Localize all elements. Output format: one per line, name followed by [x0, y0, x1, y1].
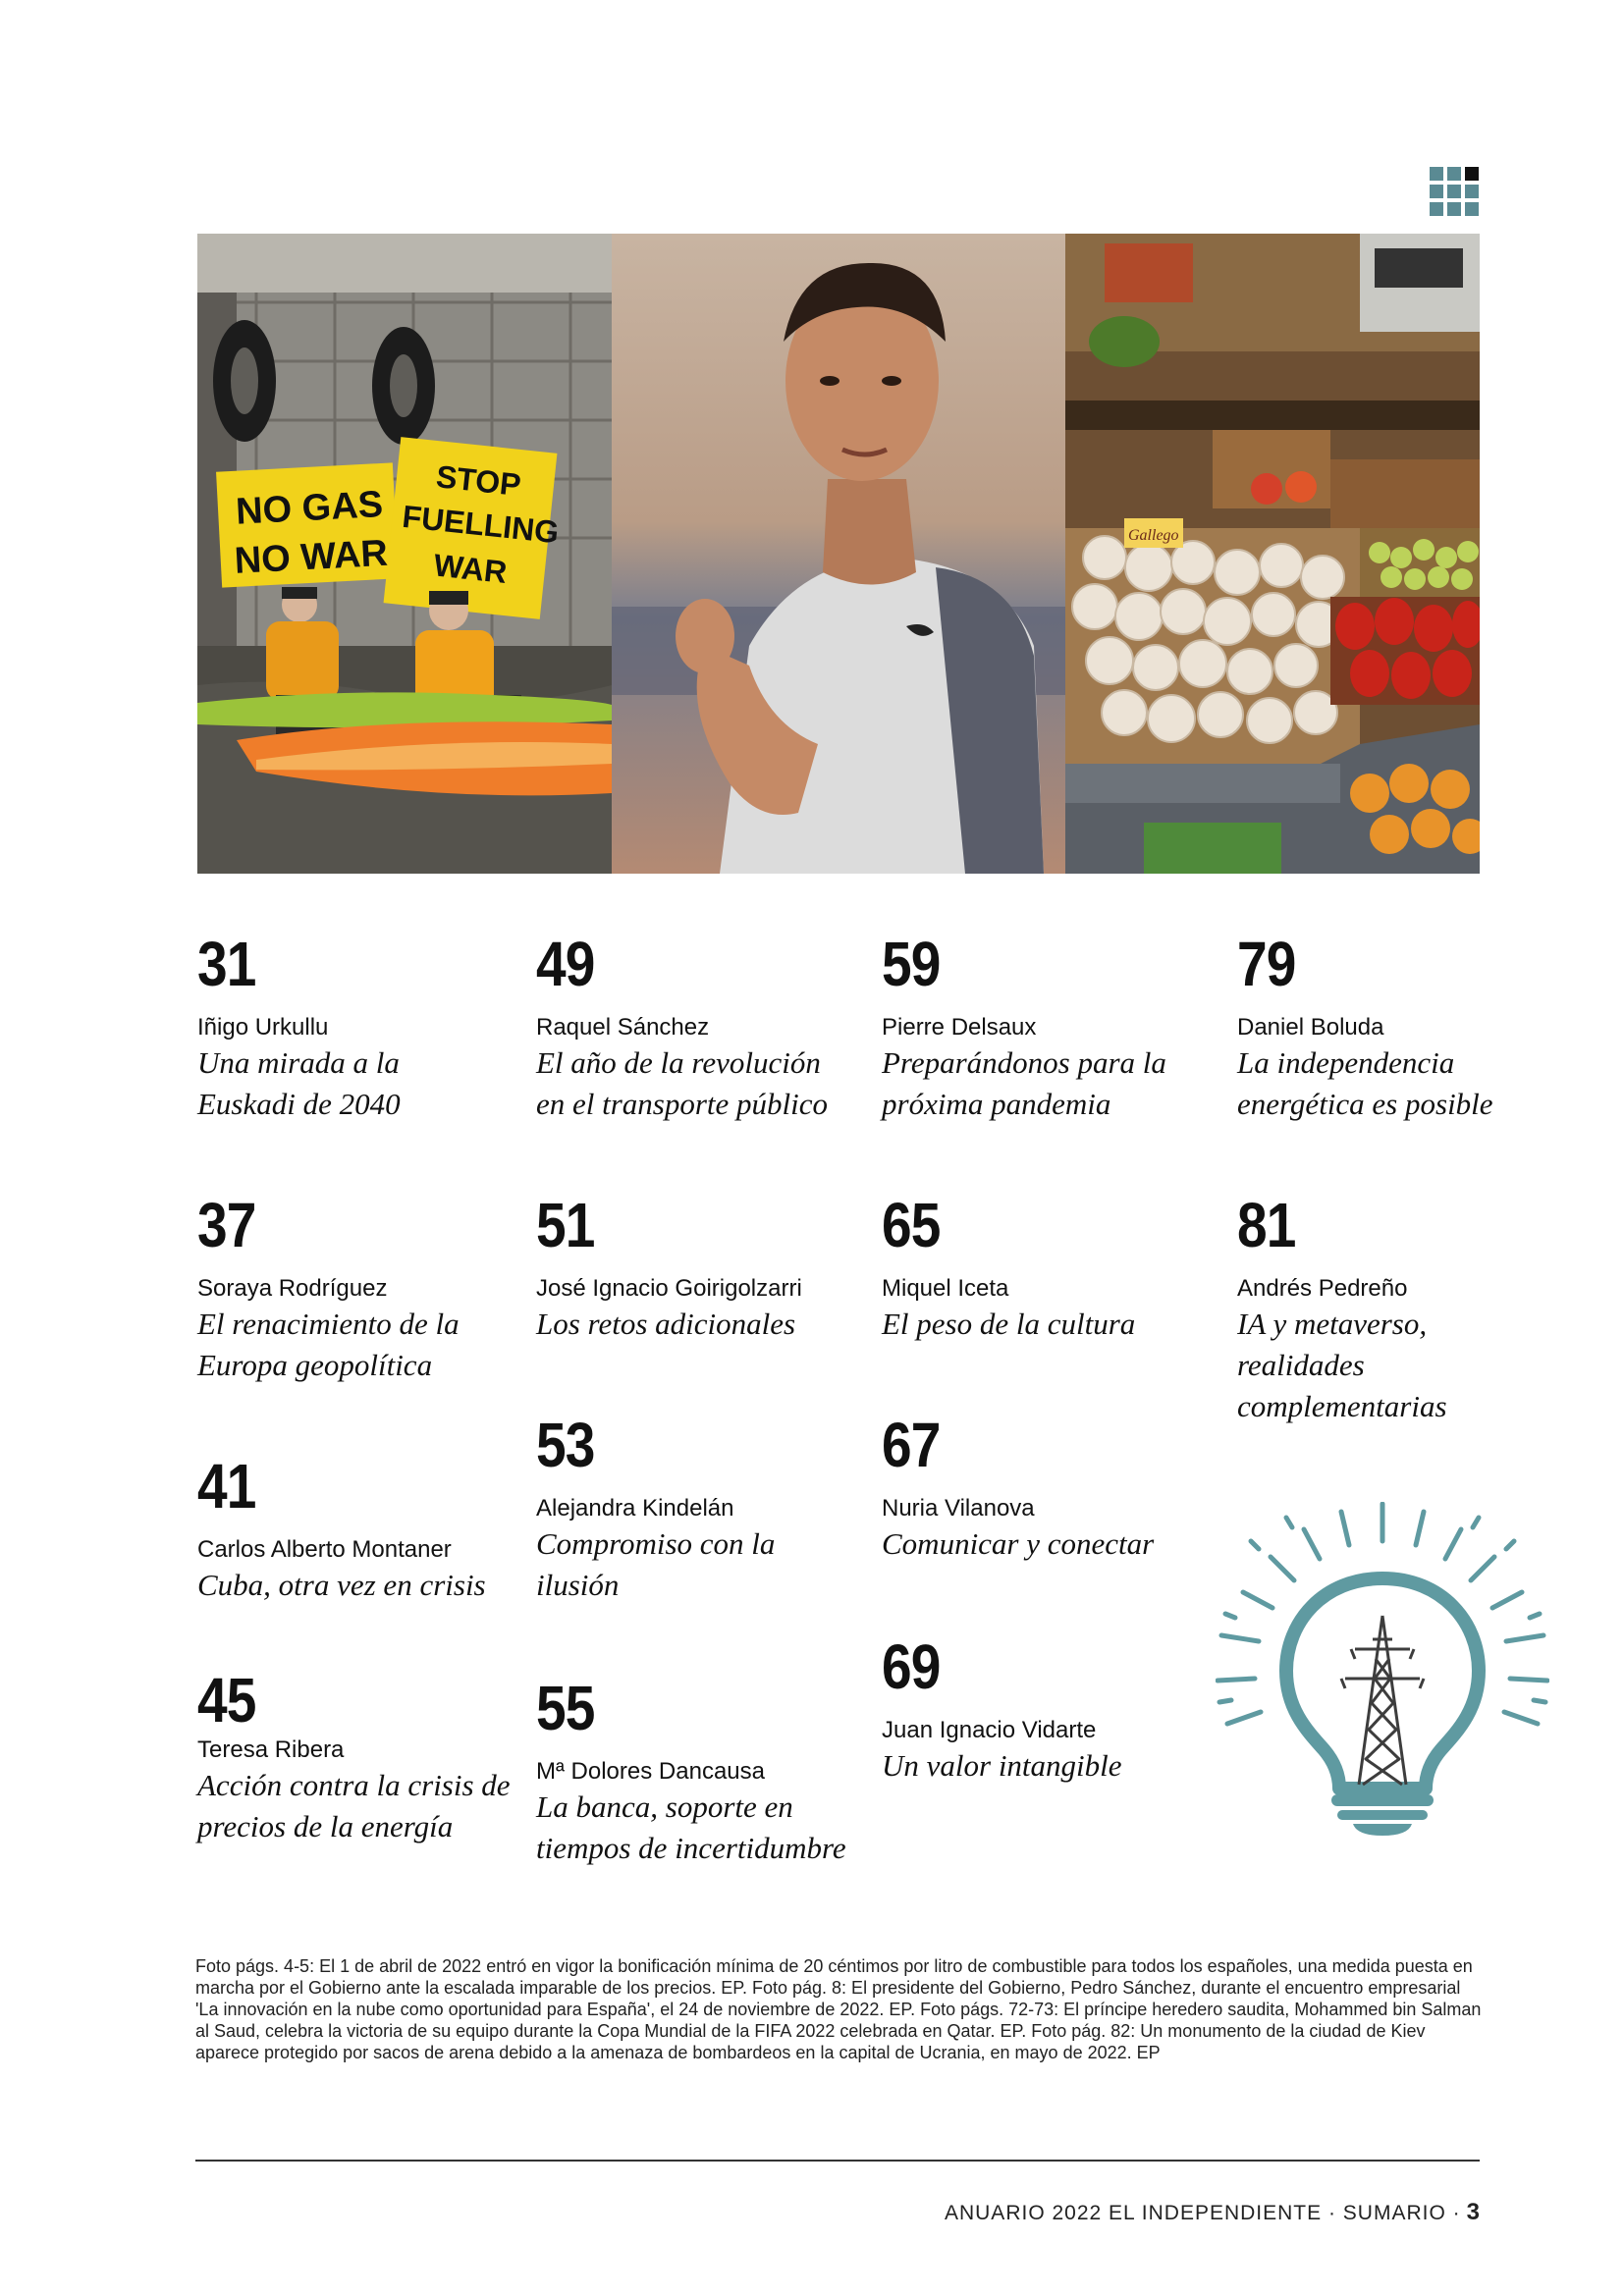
toc-entry[interactable]: [536, 929, 829, 1125]
toc-entry[interactable]: [197, 1190, 460, 1386]
article-title: IA y metaverso, realidades complementarias: [1237, 1307, 1447, 1423]
article-title: Los retos adicionales: [536, 1307, 796, 1341]
toc-entry[interactable]: [197, 1451, 486, 1606]
page-number: 65: [882, 1190, 941, 1260]
footer-divider: [195, 2160, 1480, 2162]
author-name: Mª Dolores Dancausa: [536, 1758, 765, 1785]
toc-entry[interactable]: [536, 1410, 776, 1606]
page-number: 67: [882, 1410, 941, 1480]
toc-entry[interactable]: [536, 1190, 802, 1345]
toc-entry[interactable]: [882, 1190, 1136, 1345]
author-name: José Ignacio Goirigolzarri: [536, 1275, 802, 1302]
page-number: 31: [197, 929, 256, 999]
article-title: Compromiso con la ilusión: [536, 1526, 776, 1602]
article-title: El año de la revolución en el transporte público: [536, 1045, 829, 1121]
author-name: Iñigo Urkullu: [197, 1014, 329, 1041]
toc-entry[interactable]: [1237, 1190, 1447, 1427]
author-name: Raquel Sánchez: [536, 1014, 710, 1041]
page-number: 79: [1237, 929, 1296, 999]
article-title: Una mirada a la Euskadi de 2040: [197, 1045, 401, 1121]
author-name: Daniel Boluda: [1237, 1014, 1384, 1041]
toc-entry[interactable]: [197, 1665, 511, 1847]
article-title: Un valor intangible: [882, 1748, 1122, 1783]
sign-no-gas: NO GAS: [235, 483, 385, 533]
page-number: 37: [197, 1190, 256, 1260]
grid-icon: [1430, 167, 1479, 216]
lightbulb-pylon-icon: [1216, 1502, 1549, 1836]
photo-strip: [197, 234, 1480, 874]
toc-entry[interactable]: [197, 929, 401, 1125]
market-produce-photo: [1065, 234, 1480, 874]
page-number: 53: [536, 1410, 595, 1480]
author-name: Miquel Iceta: [882, 1275, 1009, 1302]
page-number: 81: [1237, 1190, 1296, 1260]
page-number: 49: [536, 929, 595, 999]
footer-page-number: 3: [1466, 2199, 1481, 2225]
tennis-player-photo: [612, 234, 1065, 874]
author-name: Soraya Rodríguez: [197, 1275, 388, 1302]
page-number: 69: [882, 1631, 941, 1702]
photo-credits-caption: Foto págs. 4-5: El 1 de abril de 2022 entró en vigor la bonificación mínima de 20 céntimos por litro de combustible para todos los españoles, una medida puesta en marcha por el Gobierno ante la escalada imparable de los precios. EP. Foto pág. 8: El presidente del Gobierno, Pedro Sánchez, durante el encuentro empresarial 'La innovación en la nube como oportunidad para España', el 24 de noviembre de 2022. EP. Foto págs. 72-73: El príncipe heredero saudita, Mohammed bin Salman al Saud, celebra la victoria de su equipo durante la Copa Mundial de la FIFA 2022 celebrada en Qatar. EP. Foto pág. 82: Un monumento de la ciudad de Kiev aparece protegido por sacos de arena debido a la amenaza de bombardeos en la capital de Ucrania, en mayo de 2022. EP: [195, 1956, 1482, 2062]
author-name: Carlos Alberto Montaner: [197, 1536, 452, 1563]
author-name: Andrés Pedreño: [1237, 1275, 1408, 1302]
author-name: Pierre Delsaux: [882, 1014, 1037, 1041]
article-title: El peso de la cultura: [882, 1307, 1136, 1341]
toc-entry[interactable]: [882, 1410, 1155, 1565]
page-number: 45: [197, 1665, 256, 1735]
article-title: Comunicar y conectar: [882, 1526, 1155, 1561]
sign-war: WAR: [432, 547, 510, 591]
author-name: Teresa Ribera: [197, 1736, 345, 1763]
author-name: Juan Ignacio Vidarte: [882, 1717, 1097, 1743]
article-title: Preparándonos para la próxima pandemia: [882, 1045, 1166, 1121]
page-number: 55: [536, 1673, 595, 1743]
toc-entry[interactable]: [882, 929, 1166, 1125]
toc-entry[interactable]: [536, 1673, 846, 1869]
article-title: Acción contra la crisis de precios de la energía: [197, 1768, 511, 1843]
page-footer: [945, 2199, 1481, 2226]
article-title: La banca, soporte en tiempos de incertidumbre: [536, 1789, 846, 1865]
page-number: 41: [197, 1451, 256, 1522]
article-title: El renacimiento de la Europa geopolítica: [197, 1307, 460, 1382]
page-number: 51: [536, 1190, 595, 1260]
article-title: Cuba, otra vez en crisis: [197, 1568, 486, 1602]
sign-stop: STOP: [434, 458, 523, 504]
toc-entry[interactable]: [1237, 929, 1493, 1125]
protest-photo: [197, 234, 612, 874]
toc-entry[interactable]: [882, 1631, 1122, 1787]
sign-fuelling: FUELLING: [401, 498, 561, 551]
footer-publication: ANUARIO 2022 EL INDEPENDIENTE · SUMARIO ·: [944, 2202, 1461, 2224]
author-name: Nuria Vilanova: [882, 1495, 1035, 1522]
market-label: Gallego: [1128, 527, 1179, 544]
page-number: 59: [882, 929, 941, 999]
sign-no-war: NO WAR: [233, 532, 389, 582]
article-title: La independencia energética es posible: [1237, 1045, 1493, 1121]
author-name: Alejandra Kindelán: [536, 1495, 734, 1522]
